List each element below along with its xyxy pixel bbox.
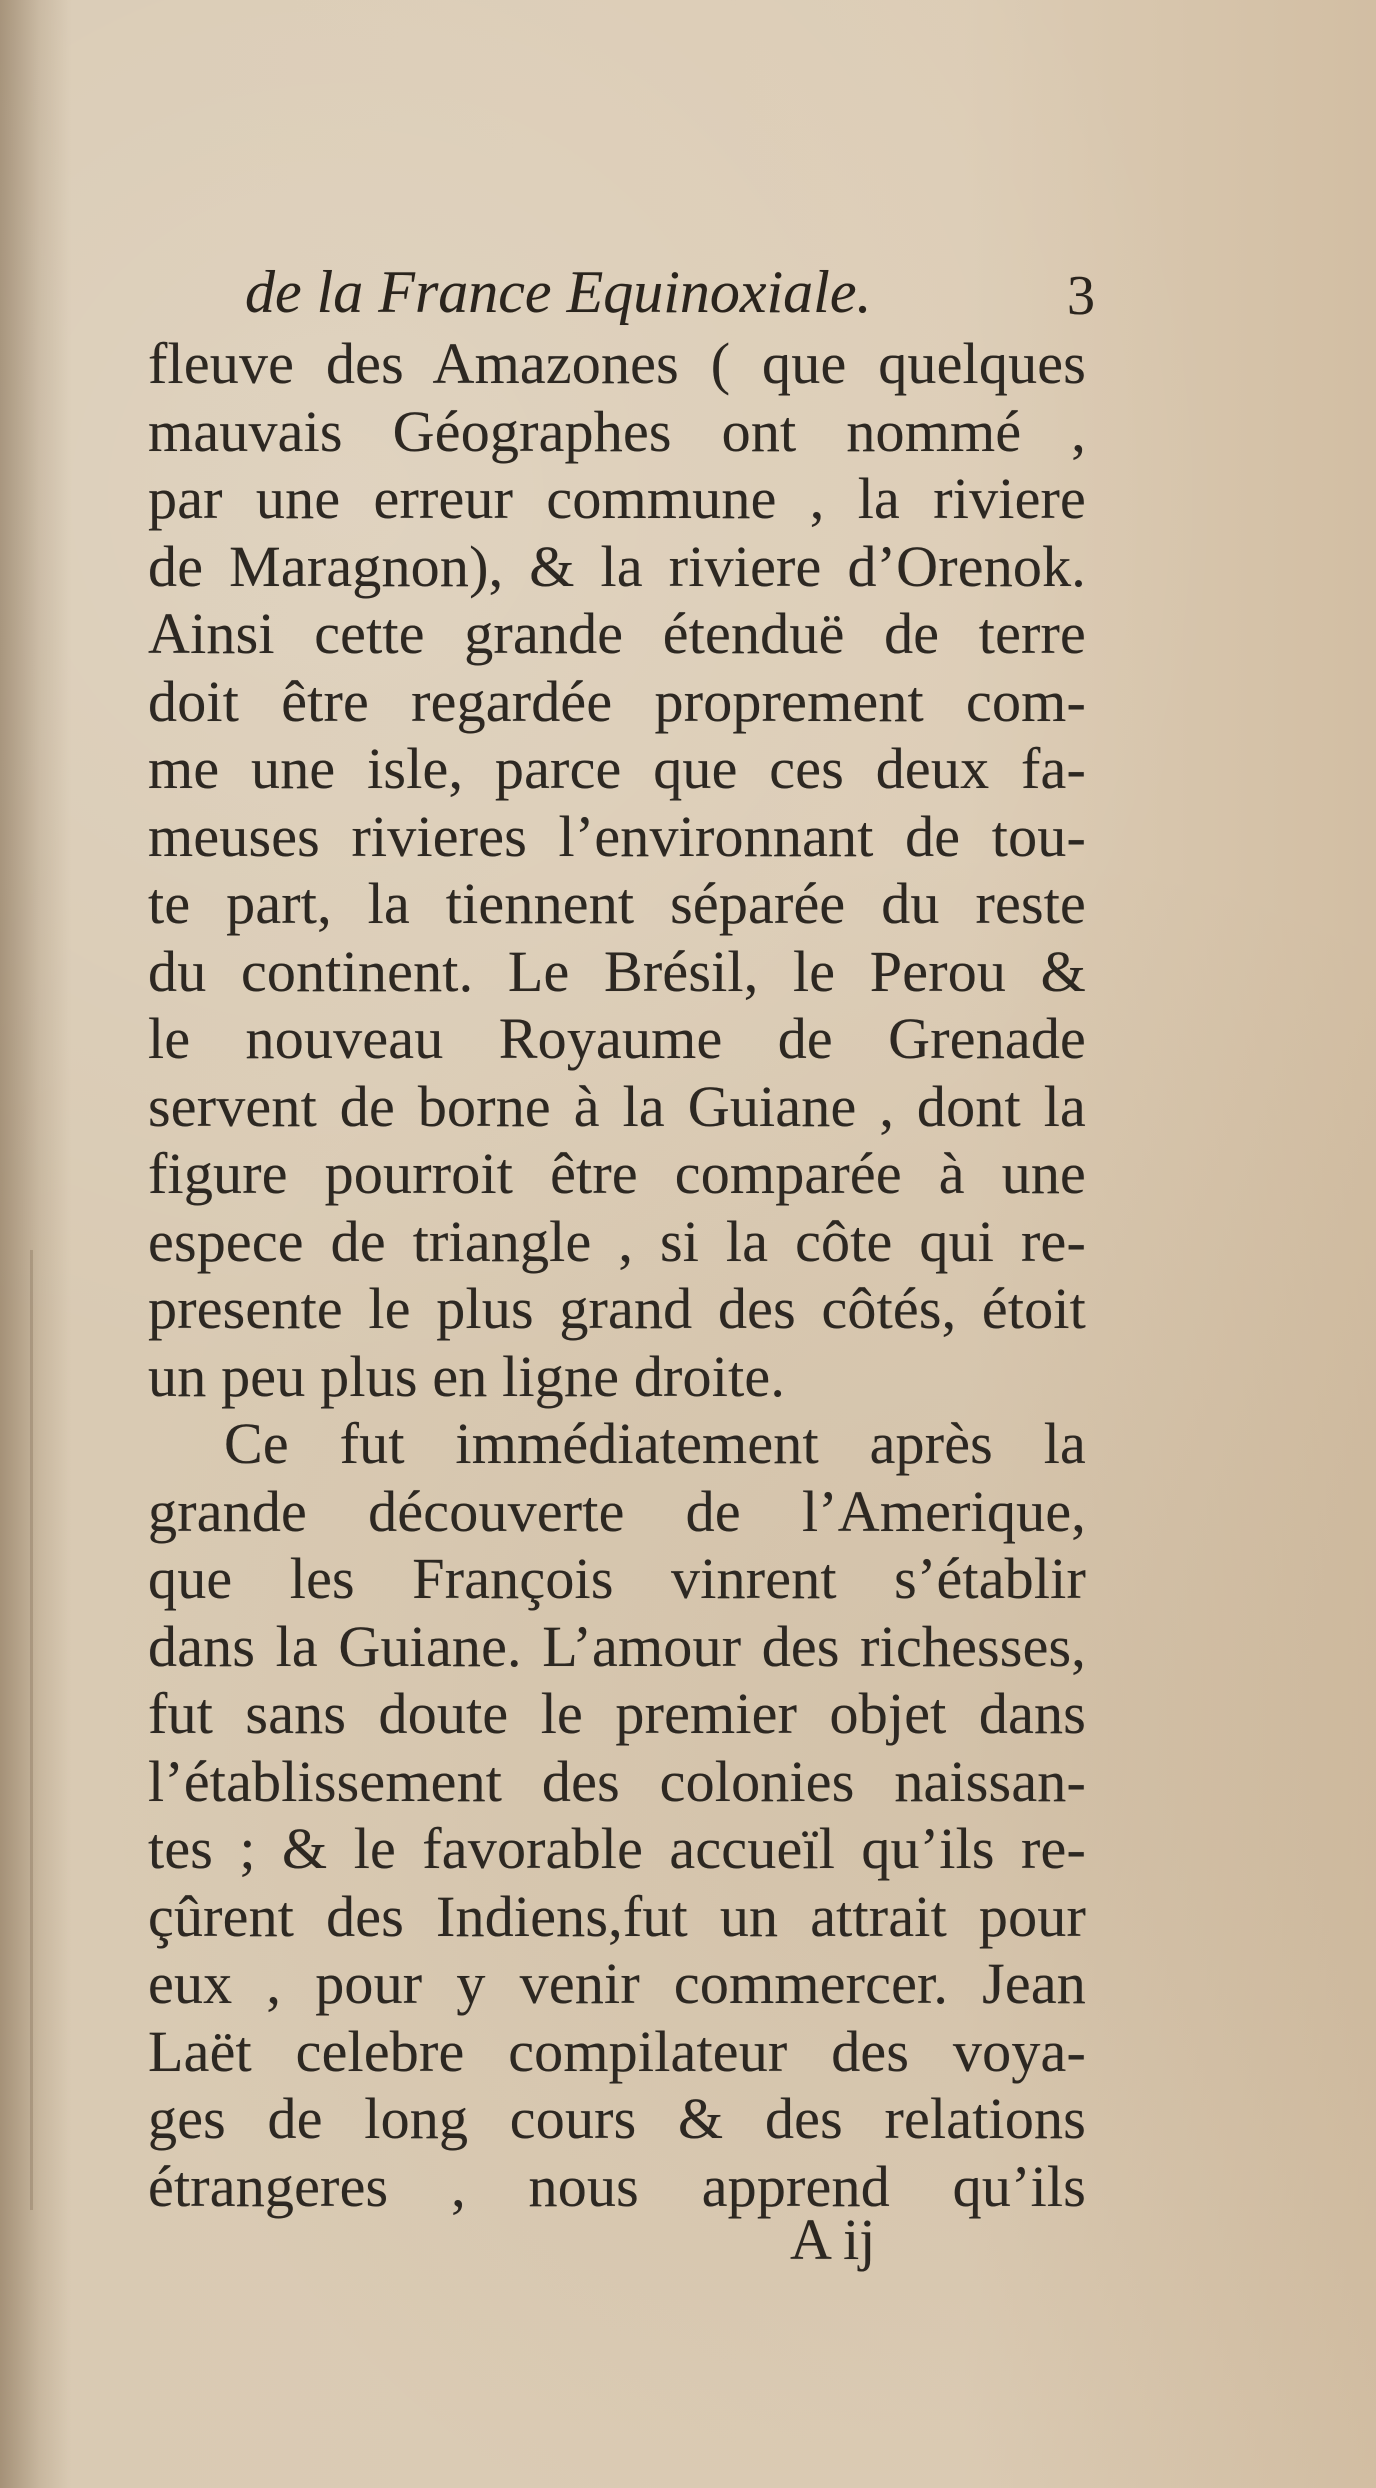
text-line: dans la Guiane. L’amour des richesses, [148, 1613, 1086, 1679]
text-line: ges de long cours & des relations [148, 2086, 1086, 2151]
text-line: me une isle, parce que ces deux fa- [148, 736, 1086, 801]
text-line: le nouveau Royaume de Grenade [148, 1006, 1086, 1071]
text-line: un peu plus en ligne droite. [148, 1343, 786, 1409]
text-line: Ainsi cette grande étenduë de terre [148, 601, 1086, 666]
text-line: par une erreur commune , la riviere [148, 466, 1086, 531]
signature-mark: A ij [790, 2207, 876, 2272]
text-line: Ce fut immédiatement après la [224, 1411, 1086, 1476]
text-line: meuses rivieres l’environnant de tou- [148, 803, 1086, 869]
page-number: 3 [1067, 265, 1095, 327]
text-line: fleuve des Amazones ( que quelques [148, 331, 1086, 396]
text-line: grande découverte de l’Amerique, [148, 1478, 1086, 1544]
text-line: mauvais Géographes ont nommé , [148, 398, 1086, 464]
text-line: presente le plus grand des côtés, étoit [148, 1276, 1086, 1341]
text-line: doit être regardée proprement com- [148, 668, 1086, 734]
running-title: de la France Equinoxiale. [245, 259, 872, 325]
binding-shadow [0, 0, 72, 2488]
text-line: que les François vinrent s’établir [148, 1546, 1086, 1611]
text-line: l’établissement des colonies naissan- [148, 1748, 1086, 1814]
text-line: fut sans doute le premier objet dans [148, 1681, 1086, 1746]
text-line: de Maragnon), & la riviere d’Orenok. [148, 533, 1086, 599]
bleed-through-texture [300, 170, 1060, 210]
page-edge-mark [30, 1250, 33, 2210]
text-line: te part, la tiennent séparée du reste [148, 871, 1086, 936]
body-text [148, 330, 1086, 2220]
text-line: eux , pour y venir commercer. Jean [148, 1951, 1086, 2016]
text-line: çûrent des Indiens,fut un attrait pour [148, 1883, 1086, 1949]
text-line: étrangeres , nous apprend qu’ils [148, 2153, 1086, 2219]
text-line: servent de borne à la Guiane , dont la [148, 1073, 1086, 1139]
text-line: Laët celebre compilateur des voya- [148, 2018, 1086, 2084]
text-line: espece de triangle , si la côte qui re- [148, 1208, 1086, 1274]
text-line: du continent. Le Brésil, le Perou & [148, 938, 1086, 1004]
text-line: figure pourroit être comparée à une [148, 1141, 1086, 1206]
text-line: tes ; & le favorable accueïl qu’ils re- [148, 1816, 1086, 1881]
